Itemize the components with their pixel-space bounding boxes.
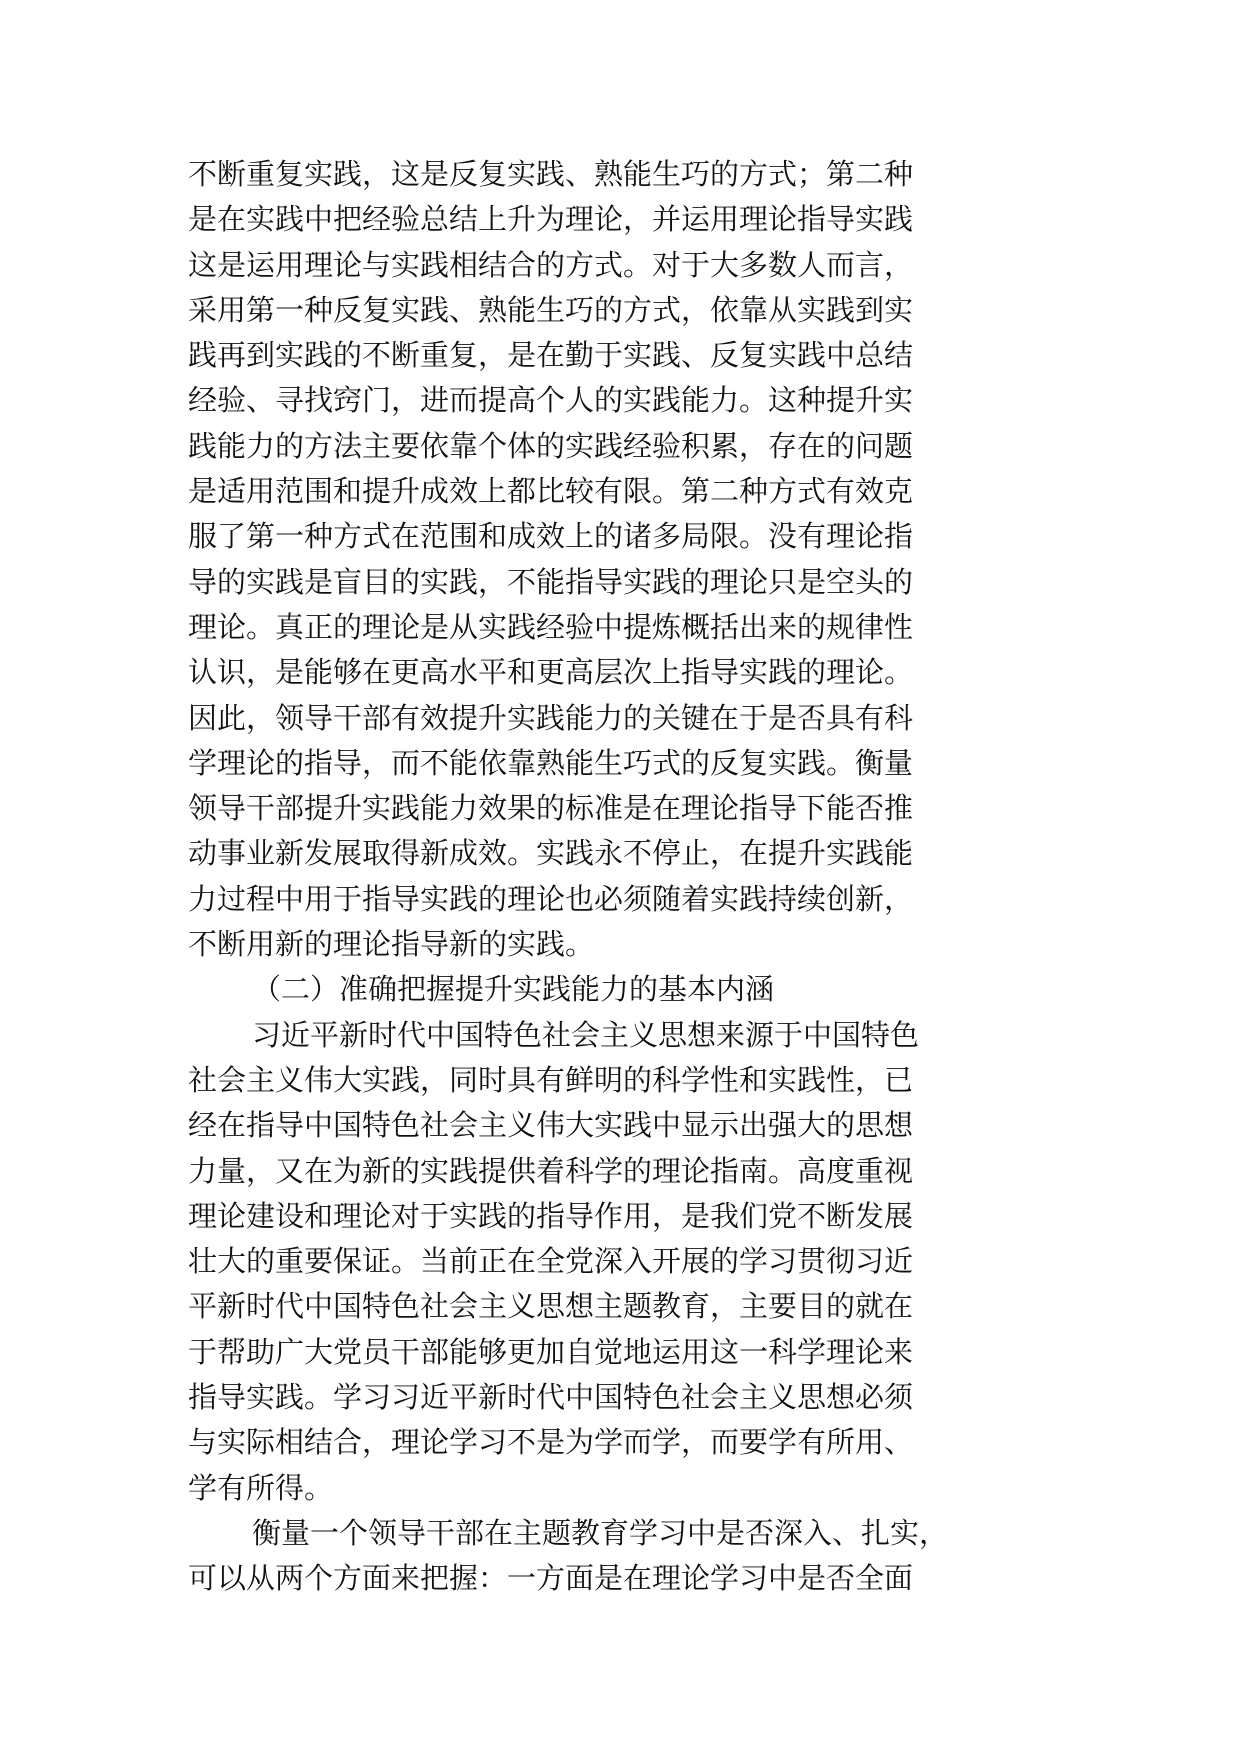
text-line: 践能力的方法主要依靠个体的实践经验积累，存在的问题 — [188, 428, 914, 463]
text-line: 习近平新时代中国特色社会主义思想来源于中国特色 — [252, 1017, 920, 1052]
text-line: 力量，又在为新的实践提供着科学的理论指南。高度重视 — [188, 1153, 914, 1188]
text-line: 经在指导中国特色社会主义伟大实践中显示出强大的思想 — [188, 1108, 914, 1143]
text-line: 是适用范围和提升成效上都比较有限。第二种方式有效克 — [188, 474, 914, 509]
text-line: 因此，领导干部有效提升实践能力的关键在于是否具有科 — [188, 700, 914, 735]
text-line: 导的实践是盲目的实践，不能指导实践的理论只是空头的 — [188, 564, 914, 599]
text-line: 践再到实践的不断重复，是在勤于实践、反复实践中总结 — [188, 338, 914, 373]
text-line: 认识，是能够在更高水平和更高层次上指导实践的理论。 — [188, 655, 914, 690]
document-body — [188, 152, 1068, 1602]
text-line: 服了第一种方式在范围和成效上的诸多局限。没有理论指 — [188, 519, 914, 554]
text-line: 与实际相结合，理论学习不是为学而学，而要学有所用、 — [188, 1425, 914, 1460]
text-line: 不断用新的理论指导新的实践。 — [188, 927, 595, 962]
text-line: 采用第一种反复实践、熟能生巧的方式，依靠从实践到实 — [188, 292, 914, 327]
text-line: 不断重复实践，这是反复实践、熟能生巧的方式；第二种 — [188, 157, 914, 191]
section-heading: （二）准确把握提升实践能力的基本内涵 — [252, 972, 775, 1007]
text-line: 理论建设和理论对于实践的指导作用，是我们党不断发展 — [188, 1198, 914, 1233]
text-line: 平新时代中国特色社会主义思想主题教育，主要目的就在 — [188, 1289, 914, 1324]
text-line: 可以从两个方面来把握：一方面是在理论学习中是否全面 — [188, 1561, 914, 1596]
text-line: 理论。真正的理论是从实践经验中提炼概括出来的规律性 — [188, 609, 914, 644]
text-line: 这是运用理论与实践相结合的方式。对于大多数人而言， — [188, 247, 914, 282]
text-line: 学有所得。 — [188, 1470, 334, 1505]
text-line: 动事业新发展取得新成效。实践永不停止，在提升实践能 — [188, 836, 914, 871]
text-line: 指导实践。学习习近平新时代中国特色社会主义思想必须 — [188, 1380, 914, 1415]
text-line: 学理论的指导，而不能依靠熟能生巧式的反复实践。衡量 — [188, 745, 914, 780]
text-line: 社会主义伟大实践，同时具有鲜明的科学性和实践性，已 — [188, 1062, 914, 1097]
text-line: 是在实践中把经验总结上升为理论，并运用理论指导实践 — [188, 202, 914, 237]
text-line: 力过程中用于指导实践的理论也必须随着实践持续创新， — [188, 881, 914, 916]
text-line: 壮大的重要保证。当前正在全党深入开展的学习贯彻习近 — [188, 1244, 914, 1279]
text-line: 于帮助广大党员干部能够更加自觉地运用这一科学理论来 — [188, 1334, 914, 1369]
text-line: 经验、寻找窍门，进而提高个人的实践能力。这种提升实 — [188, 383, 914, 418]
text-line: 领导干部提升实践能力效果的标准是在理论指导下能否推 — [188, 791, 914, 826]
text-line: 衡量一个领导干部在主题教育学习中是否深入、扎实， — [252, 1515, 949, 1550]
